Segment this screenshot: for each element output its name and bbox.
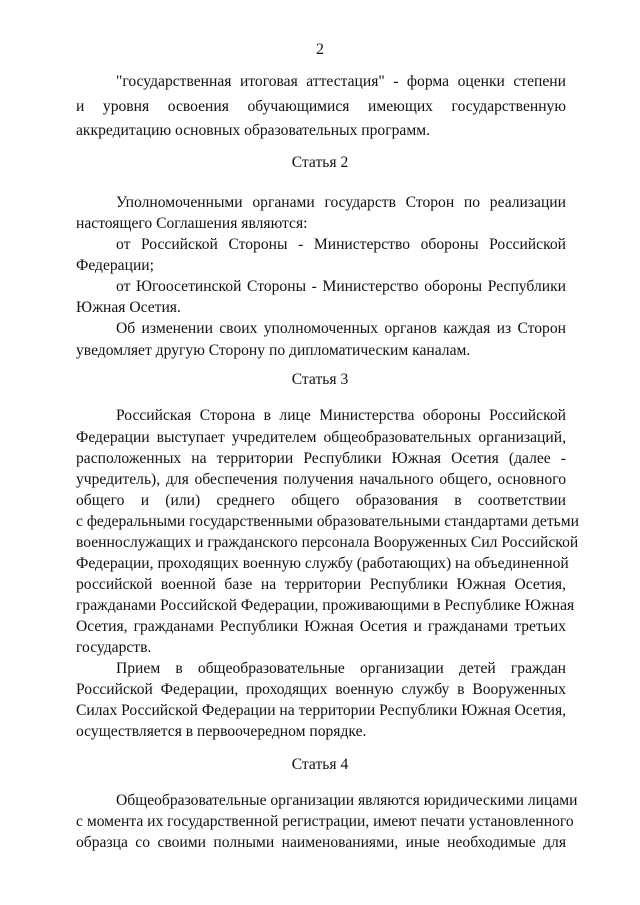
text-line: Уполномоченными органами государств Сторон по реализации xyxy=(116,194,566,211)
text-line: Силах Российской Федерации на территории Республики Южная Осетия, xyxy=(76,702,567,719)
page-number: 2 xyxy=(316,41,324,58)
text-line: российской военной базе на территории Республики Южная Осетия, xyxy=(76,576,566,593)
text-line: с момента их государственной регистрации, имеют печати установленного xyxy=(76,813,574,830)
text-line: и уровня освоения обучающимися имеющих государственную xyxy=(76,98,566,115)
text-line: государств. xyxy=(76,639,152,656)
text-line: "государственная итоговая аттестация" - форма оценки степени xyxy=(116,73,566,90)
text-line: Российская Сторона в лице Министерства обороны Российской xyxy=(116,407,566,424)
text-line: Об изменении своих уполномоченных органов каждая из Сторон xyxy=(116,320,566,337)
text-line: Российской Федерации, проходящих военную службу в Вооруженных xyxy=(76,681,566,698)
text-line: осуществляется в первоочередном порядке. xyxy=(76,723,367,740)
text-line: от Российской Стороны - Министерство обороны Российской xyxy=(116,236,566,253)
text-line: Федерации; xyxy=(76,257,154,274)
article-heading: Статья 2 xyxy=(291,154,349,171)
text-line: от Югоосетинской Стороны - Министерство обороны Республики xyxy=(116,278,566,295)
article-heading: Статья 4 xyxy=(291,756,349,773)
text-line: образца со своими полными наименованиями, иные необходимые для xyxy=(76,834,566,851)
text-line: с федеральными государственными образовательными стандартами детьми xyxy=(76,513,579,530)
text-line: Осетия, гражданами Республики Южная Осетия и гражданами третьих xyxy=(76,618,566,635)
text-line: учредитель), для обеспечения получения начального общего, основного xyxy=(76,471,566,488)
text-line: Федерации, проходящих военную службу (работающих) на объединенной xyxy=(76,555,569,572)
text-line: аккредитацию основных образовательных программ. xyxy=(76,122,430,139)
text-line: Прием в общеобразовательные организации детей граждан xyxy=(116,660,566,677)
article-heading: Статья 3 xyxy=(291,371,349,388)
text-line: гражданами Российской Федерации, проживающими в Республике Южная xyxy=(76,597,575,614)
text-line: военнослужащих и гражданского персонала Вооруженных Сил Российской xyxy=(76,534,579,551)
text-line: расположенных на территории Республики Южная Осетия (далее - xyxy=(76,450,566,467)
text-line: Южная Осетия. xyxy=(76,299,181,316)
text-line: общего и (или) среднего общего образования в соответствии xyxy=(76,492,566,509)
text-line: настоящего Соглашения являются: xyxy=(76,215,308,232)
text-line: уведомляет другую Сторону по дипломатическим каналам. xyxy=(76,342,471,359)
text-line: Общеобразовательные организации являются юридическими лицами xyxy=(116,792,578,809)
text-line: Федерации выступает учредителем общеобразовательных организаций, xyxy=(76,429,566,446)
